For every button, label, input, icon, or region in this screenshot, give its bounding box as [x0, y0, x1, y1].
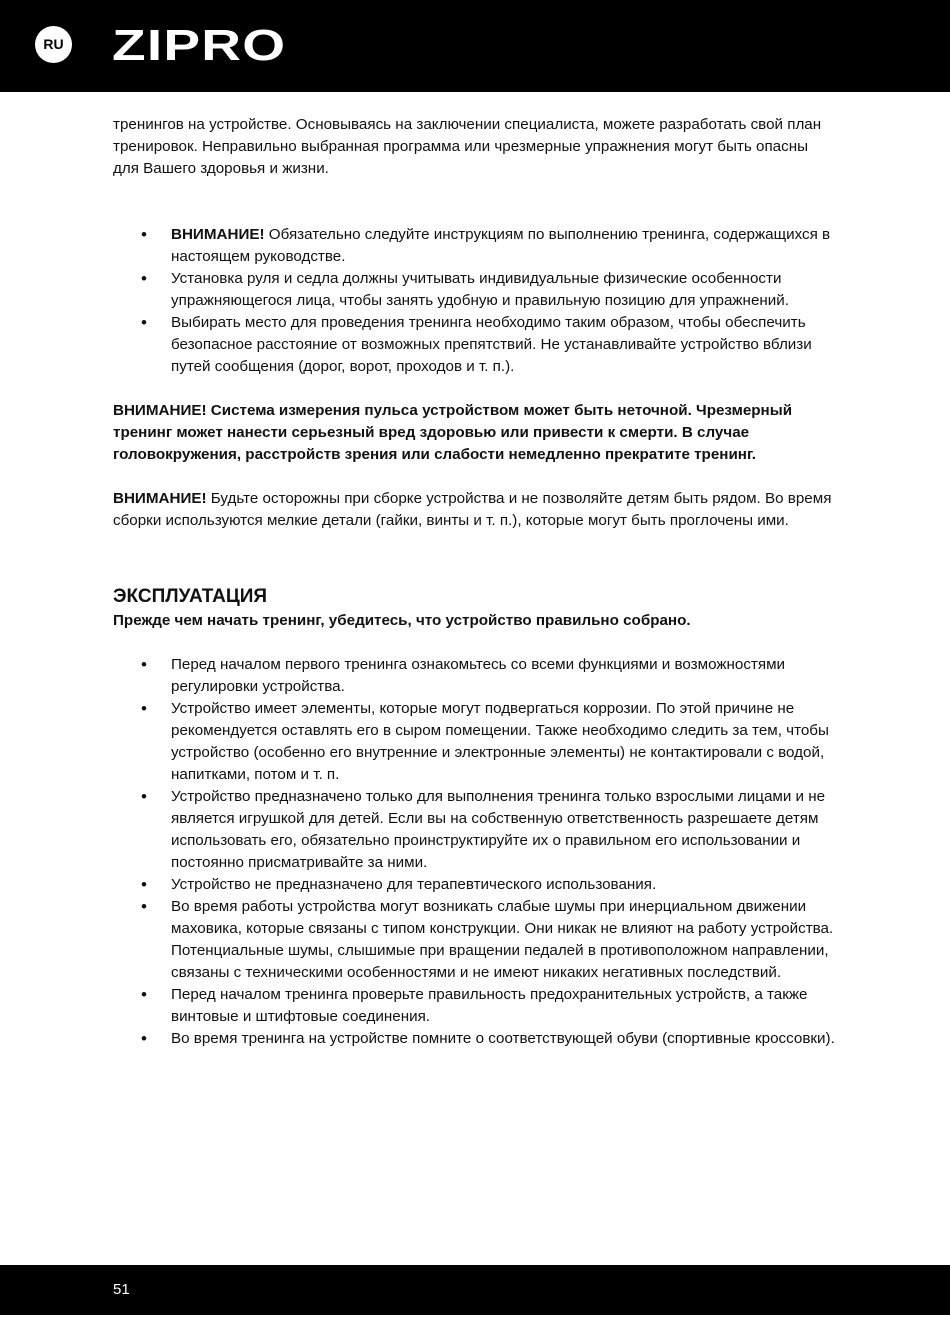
list-item: • Перед началом первого тренинга ознакомьтесь со всеми функциями и возможностями регулировки устройства. [113, 654, 838, 698]
list-item: • Устройство не предназначено для терапевтического использования. [113, 874, 838, 896]
list-item [113, 268, 838, 312]
document-body [113, 114, 838, 1050]
intro-paragraph: тренингов на устройстве. Основываясь на заключении специалиста, можете разработать свой план тренировок. Неправильно выбранная программа или чрезмерные упражнения могут быть опасны для Вашего здоровья и жизни. [113, 116, 822, 177]
brand-logo: ZIPRO [112, 21, 287, 70]
page-header [0, 0, 950, 92]
list-item: • Во время работы устройства могут возникать слабые шумы при инерциальном движении маховика, которые связаны с типом конструкции. Они никак не влияют на работу устройства. Потенциальные шумы, слышимые при вращении педалей в противоположном направлении, связаны с техническими особенностями и не имеют никаких негативных последствий. [113, 896, 838, 984]
list-item-text: Установка руля и седла должны учитывать индивидуальные физические особенности упражняющегося лица, чтобы занять удобную и правильную позицию для упражнений. [171, 270, 789, 309]
section-subtitle: Прежде чем начать тренинг, убедитесь, что устройство правильно собрано. [113, 612, 691, 629]
pulse-warning: ВНИМАНИЕ! Система измерения пульса устройством может быть неточной. Чрезмерный тренинг может нанести серьезный вред здоровью или привести к смерти. В случае головокружения, расстройств зрения или слабости немедленно прекратите тренинг. [113, 402, 793, 463]
list-item-text: Выбирать место для проведения тренинга необходимо таким образом, чтобы обеспечить безопасное расстояние от возможных препятствий. Не устанавливайте устройство вблизи путей сообщения (дорог, ворот, проходов и т. п.). [171, 314, 812, 375]
section-title: ЭКСПЛУАТАЦИЯ [113, 586, 268, 607]
operation-list [113, 654, 838, 1050]
language-badge: RU [35, 26, 72, 63]
list-item [113, 224, 838, 268]
list-item-lead: ВНИМАНИЕ! [171, 226, 265, 243]
page-footer [0, 1265, 950, 1315]
assembly-warning [113, 488, 838, 532]
safety-list [113, 224, 838, 378]
list-item: • Устройство имеет элементы, которые могут подвергаться коррозии. По этой причине не рекомендуется оставлять его в сыром помещении. Также необходимо следить за тем, чтобы устройство (особенно его внутренние и электронные элементы) не контактировали с водой, напитками, потом и т. п. [113, 698, 838, 786]
list-item-text: Обязательно следуйте инструкциям по выполнению тренинга, содержащихся в настоящем руководстве. [171, 226, 831, 265]
page-number: 51 [113, 1281, 130, 1298]
list-item [113, 312, 838, 378]
list-item: • Во время тренинга на устройстве помните о соответствующей обуви (спортивные кроссовки). [113, 1028, 838, 1050]
list-item: • Перед началом тренинга проверьте правильность предохранительных устройств, а также винтовые и штифтовые соединения. [113, 984, 838, 1028]
assembly-warning-text: Будьте осторожны при сборке устройства и не позволяйте детям быть рядом. Во время сборки используются мелкие детали (гайки, винты и т. п.), которые могут быть проглочены ими. [113, 490, 832, 529]
list-item: • Устройство предназначено только для выполнения тренинга только взрослыми лицами и не является игрушкой для детей. Если вы на собственную ответственность разрешаете детям использовать его, обязательно проинструктируйте их о правильном его использовании и постоянно присматривайте за ними. [113, 786, 838, 874]
assembly-warning-lead: ВНИМАНИЕ! [113, 490, 207, 507]
